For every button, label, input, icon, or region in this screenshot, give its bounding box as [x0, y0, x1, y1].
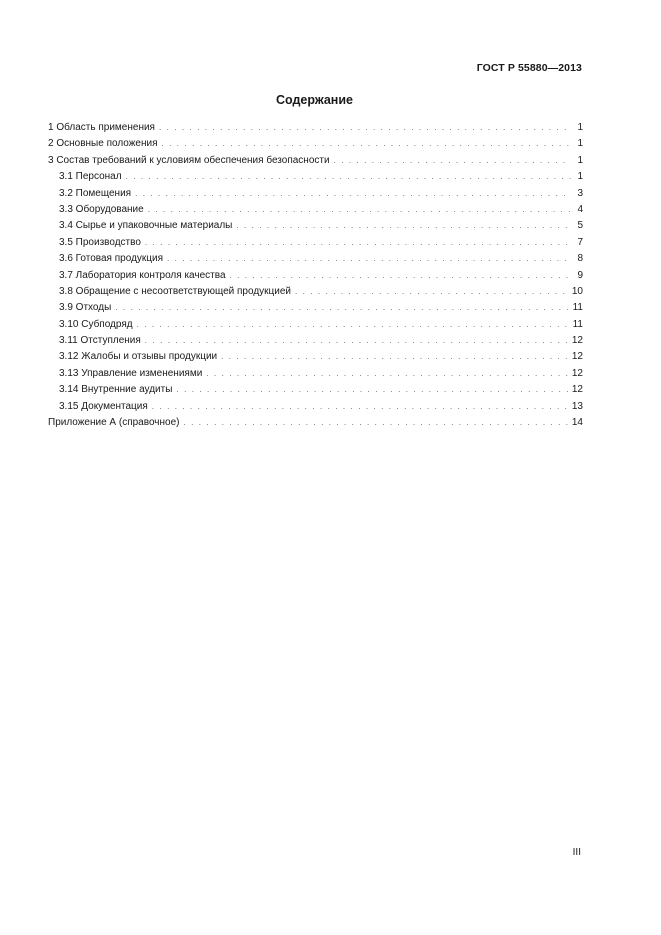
- toc-entry-page: 1: [577, 154, 583, 166]
- toc-leader-dots: [115, 300, 568, 316]
- toc-leader-dots: [167, 251, 571, 267]
- toc-entry-page: 11: [572, 318, 583, 330]
- toc-entry-page: 1: [577, 138, 583, 150]
- toc-entry[interactable]: [48, 186, 583, 202]
- toc-leader-dots: [206, 366, 568, 382]
- table-of-contents: [48, 120, 583, 431]
- document-code: ГОСТ Р 55880—2013: [476, 62, 582, 74]
- toc-entry-label: 3.5 Производство: [59, 236, 141, 248]
- toc-leader-dots: [183, 415, 567, 431]
- toc-leader-dots: [145, 333, 568, 349]
- toc-entry-label: 3.13 Управление изменениями: [59, 367, 203, 379]
- toc-entry-label: 3.10 Субподряд: [59, 318, 133, 330]
- toc-entry[interactable]: [48, 366, 583, 382]
- toc-entry-page: 12: [571, 351, 583, 363]
- toc-entry-page: 8: [577, 253, 583, 265]
- toc-entry-label: 3.11 Отступления: [59, 335, 141, 347]
- toc-entry[interactable]: [48, 399, 583, 415]
- toc-entry-label: Приложение А (справочное): [48, 417, 180, 429]
- toc-entry[interactable]: [48, 333, 583, 349]
- toc-entry[interactable]: [48, 120, 583, 136]
- toc-entry[interactable]: [48, 317, 583, 333]
- toc-entry-label: 3.2 Помещения: [59, 187, 132, 199]
- toc-entry-page: 12: [571, 367, 583, 379]
- toc-entry[interactable]: [48, 300, 583, 316]
- toc-entry[interactable]: [48, 136, 583, 152]
- toc-entry-label: 3.3 Оборудование: [59, 203, 144, 215]
- toc-entry-page: 1: [577, 171, 583, 183]
- toc-entry[interactable]: [48, 218, 583, 234]
- toc-entry[interactable]: [48, 235, 583, 251]
- toc-leader-dots: [159, 120, 571, 136]
- toc-leader-dots: [236, 218, 571, 234]
- toc-entry-label: 3.15 Документация: [59, 400, 148, 412]
- toc-entry-page: 1: [577, 122, 583, 133]
- toc-entry-label: 3.1 Персонал: [59, 171, 122, 183]
- toc-entry-label: 3.6 Готовая продукция: [59, 253, 164, 265]
- toc-leader-dots: [334, 153, 571, 169]
- toc-entry-page: 7: [577, 236, 583, 248]
- toc-entry-page: 3: [577, 187, 583, 199]
- toc-entry-page: 5: [577, 220, 583, 232]
- toc-leader-dots: [295, 284, 568, 300]
- toc-entry[interactable]: [48, 284, 583, 300]
- toc-entry[interactable]: [48, 169, 583, 185]
- toc-entry-label: 3.9 Отходы: [59, 302, 112, 314]
- toc-entry[interactable]: [48, 268, 583, 284]
- toc-entry[interactable]: [48, 202, 583, 218]
- toc-entry-page: 10: [571, 285, 583, 297]
- toc-entry-page: 9: [577, 269, 583, 281]
- toc-leader-dots: [176, 382, 567, 398]
- toc-entry[interactable]: [48, 415, 583, 431]
- toc-leader-dots: [148, 202, 571, 218]
- toc-entry[interactable]: [48, 153, 583, 169]
- toc-entry-page: 11: [572, 302, 583, 314]
- toc-entry-label: 3 Состав требований к условиям обеспечения безопасности: [48, 154, 330, 166]
- toc-leader-dots: [145, 235, 571, 251]
- toc-entry-label: 3.8 Обращение с несоответствующей продукцией: [59, 285, 291, 297]
- toc-entry-label: 3.12 Жалобы и отзывы продукции: [59, 351, 218, 363]
- toc-leader-dots: [135, 186, 571, 202]
- toc-leader-dots: [152, 399, 568, 415]
- toc-entry-page: 12: [571, 335, 583, 347]
- toc-entry-page: 14: [571, 417, 583, 429]
- toc-entry-page: 12: [571, 384, 583, 396]
- toc-entry[interactable]: [48, 382, 583, 398]
- page-number: III: [572, 847, 581, 858]
- toc-entry-page: 13: [571, 400, 583, 412]
- toc-leader-dots: [162, 136, 572, 152]
- toc-entry-label: 3.4 Сырье и упаковочные материалы: [59, 220, 233, 232]
- toc-entry[interactable]: [48, 251, 583, 267]
- toc-leader-dots: [137, 317, 569, 333]
- toc-leader-dots: [221, 349, 568, 365]
- toc-entry-label: 3.7 Лаборатория контроля качества: [59, 269, 226, 281]
- toc-leader-dots: [230, 268, 572, 284]
- toc-leader-dots: [126, 169, 571, 185]
- toc-entry[interactable]: [48, 349, 583, 365]
- toc-entry-page: 4: [577, 203, 583, 215]
- toc-title: Содержание: [275, 93, 353, 107]
- toc-entry-label: 3.14 Внутренние аудиты: [59, 384, 173, 396]
- toc-entry-label: 1 Область применения: [48, 122, 155, 133]
- toc-entry-label: 2 Основные положения: [48, 138, 158, 150]
